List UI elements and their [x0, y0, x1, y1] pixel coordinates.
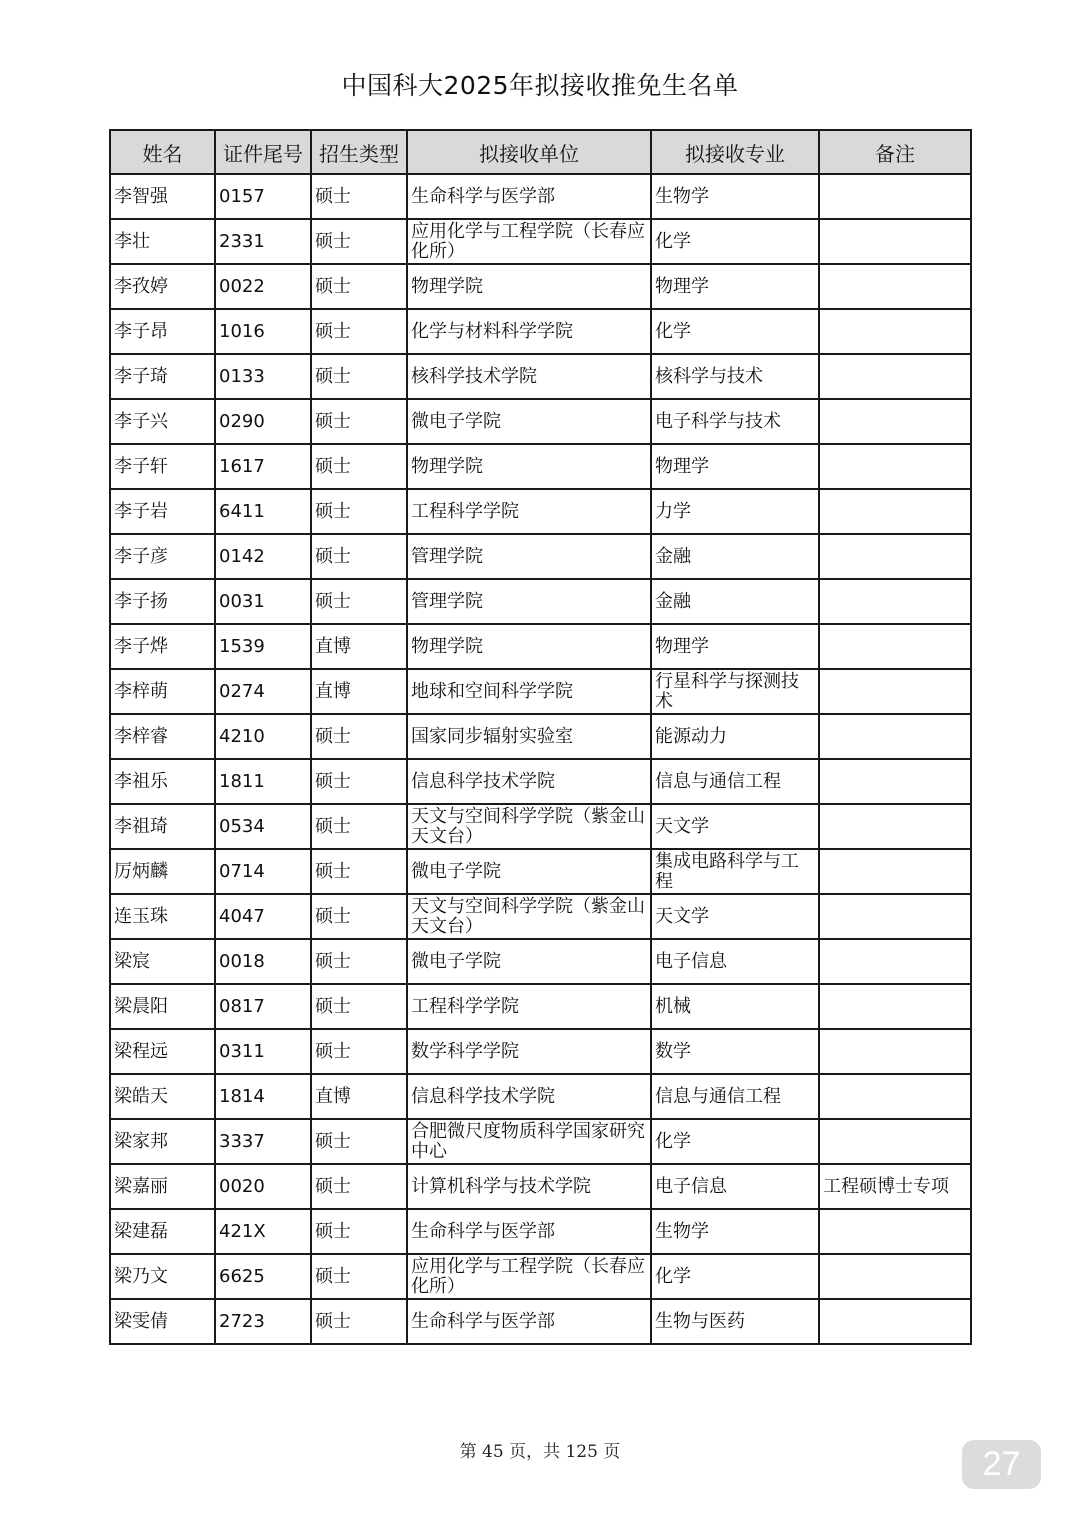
cell-remark [819, 939, 971, 984]
cell-remark [819, 579, 971, 624]
cell-id-suffix: 0157 [215, 174, 311, 219]
cell-type: 硕士 [311, 984, 407, 1029]
cell-name: 梁家邦 [110, 1119, 215, 1164]
cell-unit: 生命科学与医学部 [407, 1299, 651, 1344]
cell-type: 硕士 [311, 939, 407, 984]
cell-major: 机械 [651, 984, 819, 1029]
cell-id-suffix: 1617 [215, 444, 311, 489]
cell-remark [819, 669, 971, 714]
cell-name: 李子轩 [110, 444, 215, 489]
cell-unit: 管理学院 [407, 579, 651, 624]
cell-major: 生物与医药 [651, 1299, 819, 1344]
cell-major: 信息与通信工程 [651, 759, 819, 804]
cell-unit: 化学与材料科学学院 [407, 309, 651, 354]
page-title: 中国科大2025年拟接收推免生名单 [341, 71, 739, 100]
table-row [110, 1029, 971, 1074]
cell-unit: 生命科学与医学部 [407, 174, 651, 219]
cell-name: 李孜婷 [110, 264, 215, 309]
cell-name: 李子烨 [110, 624, 215, 669]
cell-remark [819, 1029, 971, 1074]
cell-name: 梁建磊 [110, 1209, 215, 1254]
cell-major: 集成电路科学与工程 [651, 849, 819, 894]
cell-type: 硕士 [311, 804, 407, 849]
cell-id-suffix: 2723 [215, 1299, 311, 1344]
cell-remark [819, 174, 971, 219]
cell-remark [819, 984, 971, 1029]
cell-major: 数学 [651, 1029, 819, 1074]
cell-id-suffix: 0020 [215, 1164, 311, 1209]
table-header-row [110, 130, 971, 174]
cell-id-suffix: 0290 [215, 399, 311, 444]
cell-name: 梁皓天 [110, 1074, 215, 1119]
cell-id-suffix: 1016 [215, 309, 311, 354]
table-row [110, 1119, 971, 1164]
cell-major: 化学 [651, 309, 819, 354]
table-row [110, 1209, 971, 1254]
cell-remark [819, 309, 971, 354]
cell-name: 李子昂 [110, 309, 215, 354]
cell-type: 硕士 [311, 444, 407, 489]
table-row [110, 354, 971, 399]
cell-name: 李智强 [110, 174, 215, 219]
cell-major: 金融 [651, 579, 819, 624]
table-row [110, 759, 971, 804]
cell-type: 硕士 [311, 1299, 407, 1344]
cell-id-suffix: 0031 [215, 579, 311, 624]
cell-type: 硕士 [311, 714, 407, 759]
cell-type: 硕士 [311, 1029, 407, 1074]
cell-unit: 工程科学学院 [407, 489, 651, 534]
page-footer: 第 45 页，共 125 页 [459, 1442, 621, 1462]
cell-major: 行星科学与探测技术 [651, 669, 819, 714]
cell-remark [819, 354, 971, 399]
table-row [110, 399, 971, 444]
cell-major: 物理学 [651, 624, 819, 669]
cell-id-suffix: 3337 [215, 1119, 311, 1164]
table-row [110, 309, 971, 354]
cell-major: 天文学 [651, 894, 819, 939]
cell-type: 硕士 [311, 534, 407, 579]
table-row [110, 579, 971, 624]
cell-remark [819, 714, 971, 759]
table-row [110, 1164, 971, 1209]
cell-id-suffix: 0817 [215, 984, 311, 1029]
table-row [110, 444, 971, 489]
cell-type: 硕士 [311, 1164, 407, 1209]
cell-id-suffix: 0133 [215, 354, 311, 399]
table-row [110, 1254, 971, 1299]
cell-name: 厉炳麟 [110, 849, 215, 894]
cell-major: 生物学 [651, 174, 819, 219]
cell-unit: 地球和空间科学学院 [407, 669, 651, 714]
cell-unit: 应用化学与工程学院（长春应化所） [407, 1254, 651, 1299]
cell-remark [819, 534, 971, 579]
cell-type: 硕士 [311, 489, 407, 534]
cell-remark [819, 849, 971, 894]
cell-unit: 物理学院 [407, 264, 651, 309]
cell-name: 连玉珠 [110, 894, 215, 939]
cell-major: 物理学 [651, 444, 819, 489]
cell-type: 硕士 [311, 309, 407, 354]
cell-type: 硕士 [311, 1119, 407, 1164]
cell-remark [819, 444, 971, 489]
table-row [110, 669, 971, 714]
cell-major: 电子信息 [651, 1164, 819, 1209]
cell-unit: 微电子学院 [407, 939, 651, 984]
table-row [110, 264, 971, 309]
cell-remark [819, 1254, 971, 1299]
cell-type: 直博 [311, 669, 407, 714]
cell-name: 李子兴 [110, 399, 215, 444]
cell-remark [819, 219, 971, 264]
column-header-unit: 拟接收单位 [407, 130, 651, 174]
cell-unit: 合肥微尺度物质科学国家研究中心 [407, 1119, 651, 1164]
cell-remark [819, 1299, 971, 1344]
cell-unit: 管理学院 [407, 534, 651, 579]
admission-table [109, 129, 972, 1345]
cell-remark [819, 1074, 971, 1119]
table-row [110, 534, 971, 579]
cell-name: 梁雯倩 [110, 1299, 215, 1344]
column-header-name: 姓名 [110, 130, 215, 174]
cell-type: 硕士 [311, 354, 407, 399]
cell-unit: 数学科学学院 [407, 1029, 651, 1074]
cell-type: 硕士 [311, 849, 407, 894]
cell-name: 李子琦 [110, 354, 215, 399]
table-row [110, 624, 971, 669]
cell-name: 李祖乐 [110, 759, 215, 804]
cell-id-suffix: 6625 [215, 1254, 311, 1299]
cell-remark [819, 804, 971, 849]
cell-unit: 物理学院 [407, 444, 651, 489]
cell-id-suffix: 2331 [215, 219, 311, 264]
cell-major: 金融 [651, 534, 819, 579]
cell-type: 硕士 [311, 399, 407, 444]
cell-unit: 计算机科学与技术学院 [407, 1164, 651, 1209]
cell-major: 核科学与技术 [651, 354, 819, 399]
cell-type: 硕士 [311, 264, 407, 309]
cell-id-suffix: 0714 [215, 849, 311, 894]
cell-type: 硕士 [311, 1209, 407, 1254]
table-row [110, 174, 971, 219]
cell-id-suffix: 1814 [215, 1074, 311, 1119]
table-row [110, 1299, 971, 1344]
table-row [110, 804, 971, 849]
cell-major: 化学 [651, 219, 819, 264]
cell-unit: 天文与空间科学学院（紫金山天文台） [407, 894, 651, 939]
table-row [110, 489, 971, 534]
cell-type: 直博 [311, 1074, 407, 1119]
cell-remark [819, 1209, 971, 1254]
cell-unit: 国家同步辐射实验室 [407, 714, 651, 759]
cell-remark [819, 894, 971, 939]
cell-id-suffix: 1539 [215, 624, 311, 669]
cell-name: 梁嘉丽 [110, 1164, 215, 1209]
column-header-remark: 备注 [819, 130, 971, 174]
cell-major: 力学 [651, 489, 819, 534]
cell-major: 化学 [651, 1119, 819, 1164]
cell-remark [819, 264, 971, 309]
cell-remark [819, 1119, 971, 1164]
cell-major: 天文学 [651, 804, 819, 849]
cell-type: 硕士 [311, 894, 407, 939]
cell-unit: 物理学院 [407, 624, 651, 669]
table-row [110, 939, 971, 984]
cell-remark [819, 399, 971, 444]
cell-name: 梁程远 [110, 1029, 215, 1074]
table-row [110, 1074, 971, 1119]
cell-unit: 微电子学院 [407, 849, 651, 894]
cell-id-suffix: 1811 [215, 759, 311, 804]
cell-type: 硕士 [311, 174, 407, 219]
column-header-id-suffix: 证件尾号 [215, 130, 311, 174]
cell-name: 梁晨阳 [110, 984, 215, 1029]
cell-id-suffix: 6411 [215, 489, 311, 534]
cell-major: 生物学 [651, 1209, 819, 1254]
cell-name: 李祖琦 [110, 804, 215, 849]
cell-major: 物理学 [651, 264, 819, 309]
cell-name: 李梓睿 [110, 714, 215, 759]
column-header-major: 拟接收专业 [651, 130, 819, 174]
column-header-type: 招生类型 [311, 130, 407, 174]
table-row [110, 219, 971, 264]
cell-id-suffix: 4210 [215, 714, 311, 759]
cell-remark [819, 489, 971, 534]
cell-unit: 应用化学与工程学院（长春应化所） [407, 219, 651, 264]
cell-major: 信息与通信工程 [651, 1074, 819, 1119]
cell-remark [819, 759, 971, 804]
table-body [110, 174, 971, 1344]
cell-name: 李子岩 [110, 489, 215, 534]
cell-type: 硕士 [311, 759, 407, 804]
cell-id-suffix: 0311 [215, 1029, 311, 1074]
cell-id-suffix: 0022 [215, 264, 311, 309]
cell-name: 李子彦 [110, 534, 215, 579]
cell-id-suffix: 421X [215, 1209, 311, 1254]
table-row [110, 894, 971, 939]
page-badge: 27 [962, 1440, 1041, 1489]
cell-type: 硕士 [311, 219, 407, 264]
cell-unit: 工程科学学院 [407, 984, 651, 1029]
cell-name: 梁宸 [110, 939, 215, 984]
cell-name: 梁乃文 [110, 1254, 215, 1299]
cell-unit: 信息科学技术学院 [407, 1074, 651, 1119]
cell-remark: 工程硕博士专项 [819, 1164, 971, 1209]
cell-id-suffix: 0142 [215, 534, 311, 579]
cell-major: 电子信息 [651, 939, 819, 984]
table-row [110, 714, 971, 759]
cell-major: 能源动力 [651, 714, 819, 759]
cell-major: 化学 [651, 1254, 819, 1299]
cell-remark [819, 624, 971, 669]
cell-name: 李子扬 [110, 579, 215, 624]
cell-id-suffix: 0534 [215, 804, 311, 849]
cell-unit: 微电子学院 [407, 399, 651, 444]
cell-id-suffix: 0018 [215, 939, 311, 984]
cell-name: 李梓萌 [110, 669, 215, 714]
cell-id-suffix: 4047 [215, 894, 311, 939]
cell-unit: 生命科学与医学部 [407, 1209, 651, 1254]
cell-unit: 核科学技术学院 [407, 354, 651, 399]
cell-name: 李壮 [110, 219, 215, 264]
cell-type: 硕士 [311, 579, 407, 624]
table-row [110, 849, 971, 894]
cell-unit: 天文与空间科学学院（紫金山天文台） [407, 804, 651, 849]
cell-major: 电子科学与技术 [651, 399, 819, 444]
cell-type: 硕士 [311, 1254, 407, 1299]
cell-unit: 信息科学技术学院 [407, 759, 651, 804]
cell-id-suffix: 0274 [215, 669, 311, 714]
table-row [110, 984, 971, 1029]
cell-type: 直博 [311, 624, 407, 669]
